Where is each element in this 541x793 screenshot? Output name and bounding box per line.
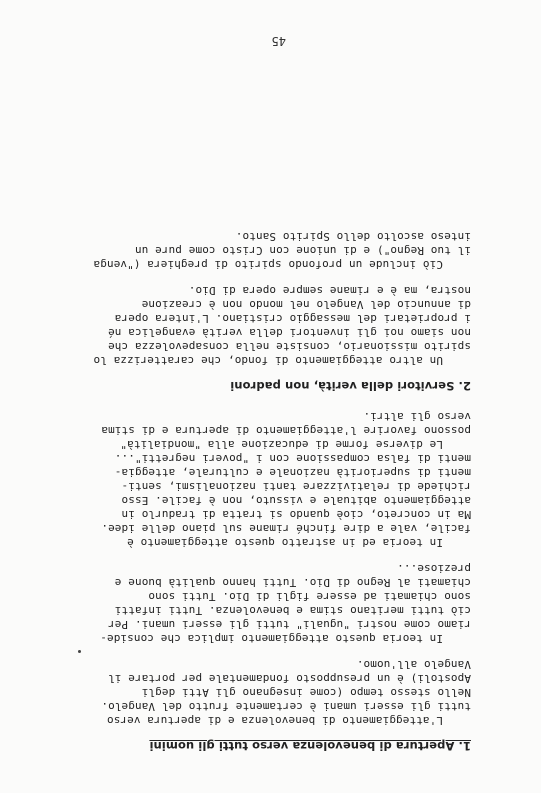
text-line: L'atteggiamento di benevolenza e di apertura verso: [106, 714, 443, 727]
text-line: Ma in concreto, cioè quando si tratta di tradurlo in: [121, 508, 471, 521]
document-body: [63, 217, 471, 753]
text-line: spirito missionario, consiste nella consapevolezza che: [107, 340, 471, 353]
text-line: inteso ascolto dello Spirito Santo.: [235, 230, 471, 243]
text-line: Apostoli) è un presupposto fondamentale per portare il: [107, 672, 471, 685]
text-line: non siamo noi gli inventori della verità evangelica né: [107, 326, 471, 339]
section-2-paragraph-2: [63, 229, 471, 271]
section-1-heading: 1. Apertura di benevolenza verso tutti gli uomini: [149, 739, 471, 753]
section-1-paragraph-1: [63, 657, 471, 727]
text-line: Ciò include un profondo spirito di preghiera ("venga: [93, 258, 443, 271]
text-line: preziose...: [397, 562, 471, 575]
text-line: Le diverse forme di educazione alla "mondialità": [120, 438, 443, 451]
text-line: richiede di relativizzare tanti nazionalismi, senti-: [121, 480, 471, 493]
text-line: menti di superiorità nazionale e culturale, atteggia-: [114, 466, 471, 479]
text-line: Nello stesso tempo (come insegnano gli Atti degli: [141, 686, 471, 699]
text-line: In teoria questo atteggiamento implica che conside-: [100, 632, 443, 645]
text-line: In teoria ed in astratto questo atteggiamento è: [127, 536, 443, 549]
text-line: Un altro atteggiamento di fondo, che caratterizza lo: [93, 354, 443, 367]
section-2-paragraph-1: [63, 283, 471, 367]
text-line: facile, vale a dire finché rimane sul piano delle idee.: [101, 522, 471, 535]
page-number: 45: [271, 34, 286, 48]
text-line: i proprietari del messaggio cristiano. L'intera opera: [114, 312, 471, 325]
ink-speck: [78, 650, 81, 653]
text-line: nostra, ma è e rimane sempre opera di Dio.: [188, 284, 471, 297]
text-line: sono chiamati ad essere figli di Dio. Tutti sono: [148, 590, 471, 603]
text-line: di annuncio del Vangelo nel mondo non è creazione: [141, 298, 471, 311]
text-line: verso gli altri.: [363, 410, 471, 423]
section-2-heading: 2. Servitori della verità, non padroni: [230, 379, 471, 393]
text-line: tutti gli esseri umani è certamente frutto del Vangelo.: [101, 700, 471, 713]
section-1-paragraph-3: [63, 409, 471, 549]
text-line: possono favorire l'atteggiamento di apertura e di stima: [101, 424, 471, 437]
text-line: atteggiamento abituale e vissuto, non è facile. Esso: [121, 494, 471, 507]
text-line: menti di falsa compassione con i "poveri negretti"...: [114, 452, 471, 465]
section-1-paragraph-2: [63, 561, 471, 645]
text-line: Vangelo all'uomo.: [356, 658, 471, 671]
text-line: il tuo Regno") e di unione con Cristo come pure un: [134, 244, 471, 257]
text-line: riamo come nostri "uguali" tutti gli esseri umani. Per: [107, 618, 471, 631]
text-line: chiamati al Regno di Dio. Tutti hanno qualità buone e: [114, 576, 471, 589]
text-line: ciò tutti meritano stima e benevolenza. Tutti infatti: [114, 604, 471, 617]
